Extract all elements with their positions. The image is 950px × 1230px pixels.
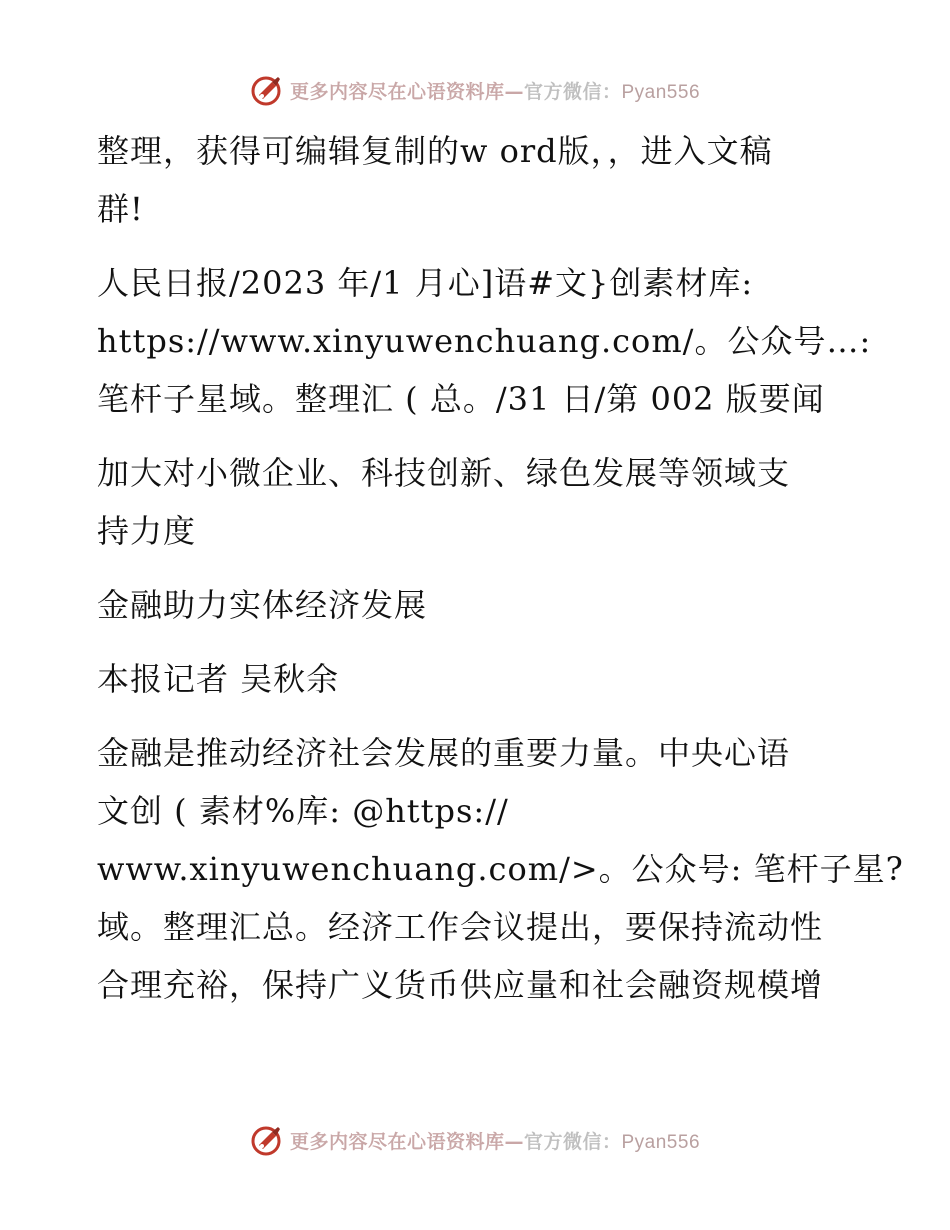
pen-logo-icon [250,73,284,107]
pen-logo-icon [250,1123,284,1157]
paragraph-article [97,724,904,1014]
banner-wechat-label: 官方微信： [523,80,622,103]
text-line: 域。整理汇总。经济工作会议提出，要保持流动性 [97,908,824,946]
text-line: https://www.xinyuwenchuang.com/。公众号…: [97,322,872,360]
paragraph-source [97,254,872,428]
text-line: 金融是推动经济社会发展的重要力量。中央心语 [97,734,791,772]
banner-wechat-label: 官方微信： [523,1130,622,1153]
banner-dash: — [504,80,524,103]
banner-wechat-id: Pyan556 [621,81,701,103]
text-line: 金融助力实体经济发展 [97,586,428,624]
text-line: 群! [97,190,144,228]
text-line: www.xinyuwenchuang.com/>。公众号: 笔杆子星? [97,850,904,888]
paragraph-intro [97,122,857,238]
paragraph-subtitle [97,444,857,560]
text-line: 持力度 [97,512,197,550]
text-line: 笔杆子星域。整理汇 ( 总。/31 日/第 002 版要闻 [97,380,825,418]
text-line: 合理充裕，保持广义货币供应量和社会融资规模增 [97,966,824,1004]
document-body [97,122,904,1030]
paragraph-byline [97,650,857,708]
text-line: 整理，获得可编辑复制的w ord版，，进入文稿 [97,132,773,170]
paragraph-headline [97,576,857,634]
banner-main-text: 更多内容尽在心语资料库 [289,1130,505,1153]
banner-main-text: 更多内容尽在心语资料库 [289,80,505,103]
header-banner [0,70,950,110]
banner-wechat-id: Pyan556 [621,1131,701,1153]
text-line: 本报记者 吴秋余 [97,660,340,698]
text-line: 文创 ( 素材%库: @https:// [97,792,509,830]
text-line: 加大对小微企业、科技创新、绿色发展等领域支 [97,454,791,492]
text-line: 人民日报/2023 年/1 月心]语#文}创素材库: [97,264,754,302]
footer-banner [0,1120,950,1160]
banner-dash: — [504,1130,524,1153]
